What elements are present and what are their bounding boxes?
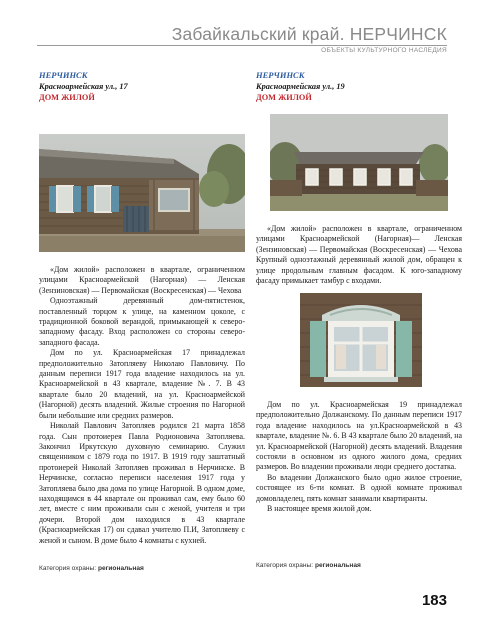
paragraph: «Дом жилой» расположен в квартале, ограниченном улицами Красноармейской (Нагорная) — Ленская (Зензиновская) — Первомайская (Воскресенская) — Чехова [39,265,245,295]
protection-category [39,565,144,572]
object-title: ДОМ ЖИЛОЙ [256,93,312,102]
town-name: НЕРЧИНСК [256,70,305,80]
paragraph: Одноэтажный деревянный дом-пятистенок, поставленный торцом к улице, на каменном цоколе, с традиционной боковой верандой, примыкающей к северо-западному фасаду. Вход расположен со стороны северо-западного фасада. [39,296,245,347]
category-label: Категория охраны: [256,562,314,569]
right-column [256,70,462,103]
left-body [39,265,245,546]
right-body-bottom [256,400,462,514]
paragraph: Дом по ул. Красноармейская 17 принадлежал предположительно Затопляеву Николаю Павловичу. По данным переписи 1917 года владение находилось на ул. Красноармейской в 43 квартале, владение №. 7. В 43 квартале было 20 владений, на ул. Красноармейской (Нагорной) десять владений. Жилые строения по Нагорной были небольшие или средних размеров. [39,348,245,420]
photo-window-frame [300,293,422,387]
running-header-title: Забайкальский край. НЕРЧИНСК [171,24,447,44]
header-divider [37,45,447,46]
running-header-subtitle: ОБЪЕКТЫ КУЛЬТУРНОГО НАСЛЕДИЯ [321,47,447,54]
protection-category [256,562,361,569]
right-body-top [256,224,462,286]
page-number: 183 [421,592,447,609]
photo-house-19 [270,114,448,211]
left-column [39,70,245,103]
street-address: Красноармейская ул., 17 [39,82,128,91]
category-label: Категория охраны: [39,565,97,572]
object-title: ДОМ ЖИЛОЙ [39,93,95,102]
paragraph: В настоящее время жилой дом. [267,504,372,514]
category-value: региональная [314,562,361,569]
photo-house-17 [39,134,245,252]
street-address: Красноармейская ул., 19 [256,82,345,91]
town-name: НЕРЧИНСК [39,70,88,80]
category-value: региональная [97,565,144,572]
paragraph: Николай Павлович Затопляев родился 21 марта 1858 года. Сын протоиерея Павла Родионовича Затопляева. Закончил Иркутскую духовную семинарию. Служил священником с 1879 года по 1917. В 1919 году заштатный протоиерей Николай Затопляев проживал в Нерчинске. В Нерчинске, согласно переписи населения 1917 года у Затопляева было два дома по улице Нагорной. В одном доме, находящимся в 44 квартале он проживал сам, ему было 60 лет, вместе с ним проживали сын с женой, учителя и три дочери. Второй дом находился в 43 квартале (Красноармейская 17) он сдавал учителю П.И, Затопляеву с женой и сыном. В доме было 4 комнаты с кухней. [39,421,245,545]
paragraph: Дом по ул. Красноармейская 19 принадлежал предположительно Должанскому. По данным переписи 1917 года владение находилось на ул.Красноармейской в 43 квартале, владение №. 6. В 43 квартале было 20 владений, на ул. Красноармейской (Нагорной) десять владений. Владения состояли в основном из одного жилого дома, средних размеров. Во владении проживали люди среднего достатка. [256,400,462,472]
paragraph: «Дом жилой» расположен в квартале, ограниченном улицами Красноармейской (Нагорная)— Ленская (Зензиновская) — Первомайская (Воскресенская) — Чехова Крупный одноэтажный деревянный жилой дом, обращен к улице продольным главным фасадом. К юго-западному фасаду примыкает тамбур с входами. [256,224,462,286]
paragraph: Во владении Должанского было одно жилое строение, состоящее из 6-ти комнат. В одной комнате проживал домовладелец, пять комнат занимали квартиранты. [256,472,462,503]
